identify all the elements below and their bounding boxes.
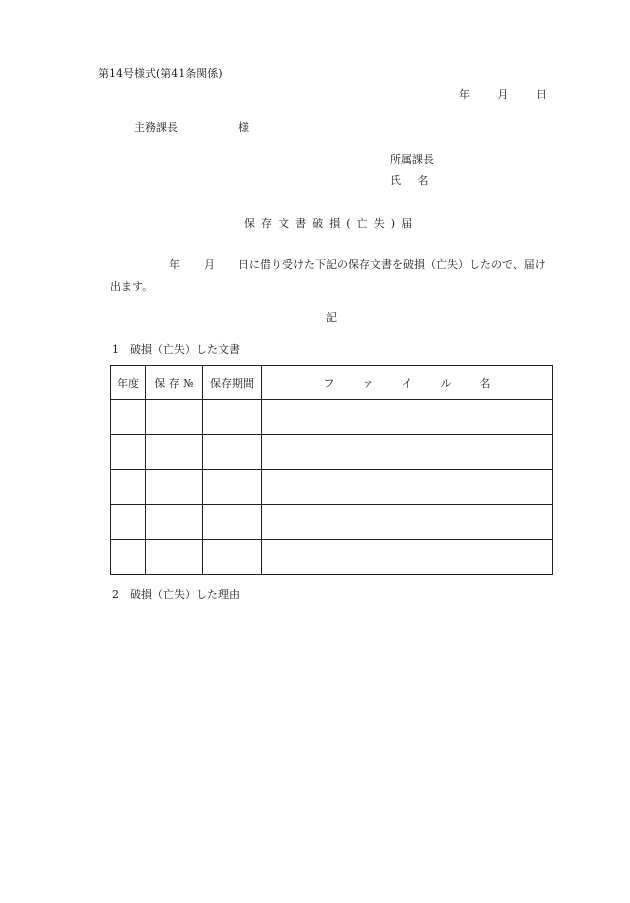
sender-dept-head: 所属課長 xyxy=(390,153,434,166)
body-text-line2: 出ます。 xyxy=(110,280,154,293)
table-row xyxy=(111,435,553,470)
damaged-documents-table xyxy=(110,365,553,575)
cell-fiscal-year xyxy=(111,435,146,470)
header-file-name: フ ァ イ ル 名 xyxy=(262,366,553,400)
table-row xyxy=(111,540,553,575)
cell-file-name xyxy=(262,400,553,435)
header-storage-no: 保 存 № xyxy=(146,366,203,400)
cell-retention-period xyxy=(203,540,262,575)
cell-file-name xyxy=(262,470,553,505)
header-fiscal-year: 年度 xyxy=(111,366,146,400)
header-retention-period: 保存期間 xyxy=(203,366,262,400)
table-row xyxy=(111,470,553,505)
cell-storage-no xyxy=(146,400,203,435)
sender-name-label: 氏名 xyxy=(390,174,445,187)
form-id: 第14号様式(第41条関係) xyxy=(98,67,223,80)
date-year: 年 xyxy=(459,88,470,101)
cell-file-name xyxy=(262,540,553,575)
table-row xyxy=(111,400,553,435)
table-header-row xyxy=(111,366,553,400)
date-month: 月 xyxy=(497,88,509,101)
cell-storage-no xyxy=(146,470,203,505)
cell-fiscal-year xyxy=(111,505,146,540)
body-year: 年 xyxy=(169,258,180,271)
table-row xyxy=(111,505,553,540)
section1-heading: 1 破損（亡失）した文書 xyxy=(112,343,240,356)
addressee-honorific: 様 xyxy=(238,121,249,134)
cell-fiscal-year xyxy=(111,470,146,505)
ki-heading: 記 xyxy=(326,311,337,324)
cell-retention-period xyxy=(203,400,262,435)
section2-heading: 2 破損（亡失）した理由 xyxy=(112,588,240,601)
cell-file-name xyxy=(262,505,553,540)
body-month: 月 xyxy=(204,258,215,271)
addressee-title: 主務課長 xyxy=(134,121,178,134)
cell-retention-period xyxy=(203,435,262,470)
cell-storage-no xyxy=(146,435,203,470)
cell-retention-period xyxy=(203,505,262,540)
date-line xyxy=(459,89,547,100)
cell-storage-no xyxy=(146,505,203,540)
cell-fiscal-year xyxy=(111,540,146,575)
cell-file-name xyxy=(262,435,553,470)
cell-storage-no xyxy=(146,540,203,575)
date-day: 日 xyxy=(536,88,547,101)
cell-fiscal-year xyxy=(111,400,146,435)
cell-retention-period xyxy=(203,470,262,505)
document-title: 保存文書破損(亡失)届 xyxy=(244,217,419,230)
body-text-line1: 日に借り受けた下記の保存文書を破損（亡失）したので、届け xyxy=(238,258,546,271)
